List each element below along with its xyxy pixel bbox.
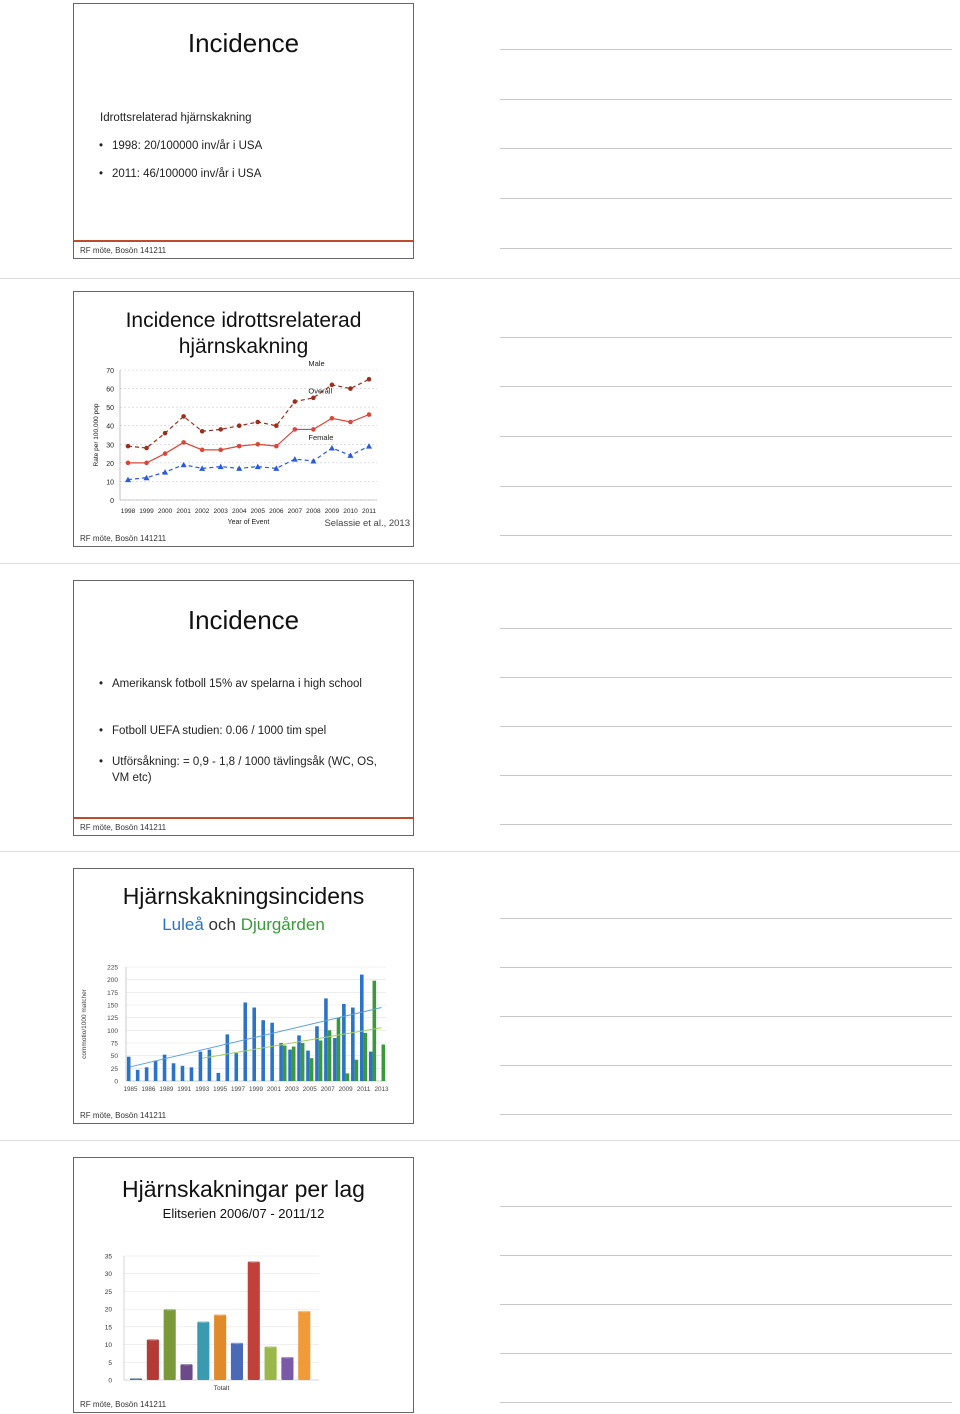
bar: [270, 1023, 274, 1081]
bar: [252, 1008, 256, 1081]
data-point: [274, 444, 279, 449]
data-point: [366, 443, 372, 449]
y-tick-label: 5: [108, 1359, 112, 1367]
y-tick-label: 175: [107, 989, 118, 997]
subtitle-and: och: [208, 915, 236, 934]
y-tick-label: 10: [106, 479, 114, 487]
data-point: [200, 448, 205, 453]
data-point: [348, 386, 353, 391]
data-point: [181, 462, 187, 468]
bar: [369, 1052, 373, 1081]
data-point: [255, 442, 260, 447]
slide-title: Incidence: [187, 605, 300, 635]
x-tick-label: 1985: [123, 1086, 138, 1093]
bar: [382, 1045, 386, 1081]
series-label: Overall: [308, 386, 333, 396]
x-tick-label: 1993: [195, 1086, 210, 1093]
data-point: [310, 458, 316, 464]
y-tick-label: 75: [110, 1040, 118, 1048]
y-tick-label: 60: [106, 386, 114, 394]
bar-top: [265, 1345, 277, 1348]
footer-text: RF möte, Bosön 141211: [80, 1400, 167, 1409]
data-point: [293, 427, 298, 432]
data-point: [218, 448, 223, 453]
data-point: [126, 444, 131, 449]
bullet-item: • Utförsåkning: = 0,9 - 1,8 / 1000 tävlingsåk (WC, OS, VM etc): [112, 754, 392, 786]
y-tick-label: 35: [104, 1253, 112, 1261]
bar: [373, 981, 377, 1081]
data-point: [255, 420, 260, 425]
y-tick-label: 0: [108, 1377, 112, 1385]
bar: [346, 1073, 350, 1081]
series-label: Female: [308, 433, 334, 442]
bar: [328, 1030, 332, 1081]
x-tick-label: 2007: [320, 1086, 335, 1093]
bar: [181, 1066, 185, 1081]
bar: [180, 1364, 192, 1380]
x-axis-label: Totalt: [213, 1385, 230, 1392]
data-point: [126, 461, 131, 466]
bar: [319, 1040, 323, 1081]
bullet-item: • Fotboll UEFA studien: 0.06 / 1000 tim spel: [112, 723, 392, 739]
bar: [283, 1046, 287, 1081]
x-tick-label: 2001: [176, 508, 191, 515]
bar-top: [180, 1363, 192, 1366]
bar: [315, 1026, 319, 1081]
slide-4: [73, 868, 414, 1124]
data-point: [163, 431, 168, 436]
x-tick-label: 1997: [231, 1086, 246, 1093]
x-tick-label: 1989: [159, 1086, 174, 1093]
x-axis-label: Year of Event: [227, 519, 270, 526]
bar: [147, 1339, 159, 1380]
data-point: [218, 427, 223, 432]
data-point: [274, 423, 279, 428]
x-tick-label: 2002: [194, 508, 210, 515]
y-tick-label: 50: [106, 405, 114, 413]
y-tick-label: 10: [104, 1342, 112, 1350]
bar: [292, 1047, 296, 1081]
y-tick-label: 20: [104, 1306, 112, 1314]
data-point: [144, 461, 149, 466]
y-tick-label: 20: [106, 460, 114, 468]
slide-footer: [74, 1396, 413, 1412]
bar: [226, 1034, 230, 1081]
y-tick-label: 150: [107, 1002, 118, 1010]
slide-5: [73, 1157, 414, 1413]
y-tick-label: 0: [114, 1078, 118, 1086]
y-tick-label: 30: [106, 442, 114, 450]
bar: [248, 1261, 260, 1380]
bar-top: [130, 1377, 142, 1380]
bar: [281, 1357, 293, 1380]
x-tick-label: 2013: [374, 1086, 389, 1093]
y-tick-label: 25: [110, 1065, 118, 1073]
slide-2: [73, 291, 414, 547]
bar-chart-3d: [74, 1246, 413, 1401]
bar-top: [164, 1308, 176, 1311]
bar: [214, 1314, 226, 1380]
data-point: [292, 456, 298, 462]
x-tick-label: 2006: [269, 508, 284, 515]
data-point: [348, 420, 353, 425]
footer-text: RF möte, Bosön 141211: [80, 823, 167, 832]
slide-subtitle: Idrottsrelaterad hjärnskakning: [100, 112, 252, 124]
bar: [243, 1002, 247, 1081]
data-point: [144, 446, 149, 451]
data-point: [293, 399, 298, 404]
y-tick-label: 30: [104, 1271, 112, 1279]
slide-footer: [74, 240, 413, 258]
y-tick-label: 25: [104, 1288, 112, 1296]
separator: [0, 278, 960, 279]
bar: [342, 1004, 346, 1081]
bar: [145, 1067, 149, 1081]
x-tick-label: 1986: [141, 1086, 156, 1093]
data-point: [237, 444, 242, 449]
bar: [172, 1063, 176, 1081]
slide-3: [73, 580, 414, 836]
bar: [199, 1052, 203, 1081]
bar: [298, 1311, 310, 1380]
data-point: [237, 423, 242, 428]
slide-title: Incidence: [187, 28, 300, 58]
x-tick-label: 2005: [302, 1086, 317, 1093]
bar: [288, 1050, 292, 1081]
bar: [265, 1346, 277, 1380]
bar: [154, 1061, 158, 1081]
bar: [310, 1058, 314, 1081]
series-label: Male: [308, 358, 325, 368]
footer-text: RF möte, Bosön 141211: [80, 1111, 167, 1120]
data-point: [367, 377, 372, 382]
bar: [306, 1051, 310, 1081]
bar: [234, 1053, 238, 1081]
bar-top: [281, 1356, 293, 1359]
y-tick-label: 225: [107, 964, 118, 972]
x-tick-label: 2001: [266, 1086, 281, 1093]
bar: [197, 1322, 209, 1380]
bar: [261, 1020, 265, 1081]
x-tick-label: 1999: [248, 1086, 264, 1093]
x-tick-label: 2003: [284, 1086, 299, 1093]
slide-subtitle: [74, 915, 413, 935]
slide-footer: [74, 1107, 413, 1123]
subtitle-team-a: Luleå: [162, 915, 204, 934]
y-axis-label: commotio/1000 matcher: [81, 989, 88, 1059]
bar: [136, 1070, 140, 1081]
y-tick-label: 70: [106, 368, 114, 375]
x-tick-label: 2003: [213, 508, 228, 515]
data-point: [330, 416, 335, 421]
y-tick-label: 200: [107, 977, 118, 985]
data-point: [181, 414, 186, 419]
bar: [208, 1050, 212, 1081]
bar: [351, 1008, 355, 1081]
x-tick-label: 2004: [231, 508, 247, 515]
bar: [333, 1038, 337, 1081]
bar-top: [298, 1310, 310, 1313]
data-point: [329, 445, 335, 451]
slide-title: Hjärnskakningsincidens: [122, 883, 365, 909]
data-point: [311, 396, 316, 401]
separator: [0, 1140, 960, 1141]
x-tick-label: 2005: [250, 508, 266, 515]
subtitle-team-b: Djurgården: [240, 915, 325, 934]
separator: [0, 851, 960, 852]
slide-title: [74, 308, 413, 360]
title-line: Incidence idrottsrelaterad: [125, 309, 362, 332]
bar: [364, 1033, 368, 1081]
data-point: [162, 469, 168, 475]
bar: [337, 1018, 341, 1081]
bar: [217, 1073, 221, 1081]
bullet-item: • 2011: 46/100000 inv/år i USA: [112, 166, 261, 182]
footer-text: RF möte, Bosön 141211: [80, 534, 167, 543]
slide-title: Hjärnskakningar per lag: [122, 1176, 365, 1202]
x-tick-label: 1999: [139, 508, 154, 515]
bar-top: [197, 1320, 209, 1323]
slide-1: [73, 3, 414, 259]
bar: [279, 1043, 283, 1081]
data-point: [181, 440, 186, 445]
x-tick-label: 2008: [306, 508, 321, 515]
data-point: [311, 427, 316, 432]
x-tick-label: 2011: [356, 1086, 371, 1093]
bar-top: [214, 1313, 226, 1316]
bar: [231, 1343, 243, 1380]
x-tick-label: 1998: [120, 508, 136, 515]
bar-top: [231, 1341, 243, 1344]
bar-chart: [74, 959, 413, 1109]
y-tick-label: 40: [106, 423, 114, 431]
x-tick-label: 2010: [343, 508, 358, 515]
x-tick-label: 1991: [177, 1086, 192, 1093]
bar: [360, 975, 364, 1081]
y-tick-label: 100: [107, 1027, 118, 1035]
x-tick-label: 2009: [338, 1086, 353, 1093]
slide-subtitle: Elitserien 2006/07 - 2011/12: [162, 1206, 325, 1221]
footer-text: RF möte, Bosön 141211: [80, 246, 167, 255]
line-chart: [74, 358, 413, 534]
separator: [0, 563, 960, 564]
data-point: [200, 429, 205, 434]
title-line: hjärnskakning: [178, 335, 309, 358]
data-point: [163, 451, 168, 456]
bar: [190, 1067, 194, 1081]
x-tick-label: 2009: [324, 508, 340, 515]
source-citation: Selassie et al., 2013: [324, 518, 410, 529]
data-point: [367, 412, 372, 417]
bar: [301, 1043, 305, 1081]
bar: [127, 1057, 131, 1081]
bullet-item: • 1998: 20/100000 inv/år i USA: [112, 138, 262, 154]
y-tick-label: 125: [107, 1015, 118, 1023]
bar: [164, 1309, 176, 1380]
bar: [355, 1060, 359, 1081]
y-axis-label: Rate per 100,000 pop: [93, 403, 100, 467]
bar: [324, 998, 328, 1081]
slide-footer: [74, 530, 413, 546]
bar-top: [147, 1338, 159, 1341]
y-tick-label: 50: [110, 1053, 118, 1061]
y-tick-label: 15: [104, 1324, 112, 1332]
x-tick-label: 2007: [287, 508, 303, 515]
x-tick-label: 2011: [362, 508, 376, 515]
x-tick-label: 1995: [213, 1086, 228, 1093]
bullet-item: • Amerikansk fotboll 15% av spelarna i high school: [112, 676, 392, 692]
bar-top: [248, 1260, 260, 1263]
slide-footer: [74, 817, 413, 835]
y-tick-label: 0: [110, 498, 114, 505]
x-tick-label: 2000: [157, 508, 173, 515]
